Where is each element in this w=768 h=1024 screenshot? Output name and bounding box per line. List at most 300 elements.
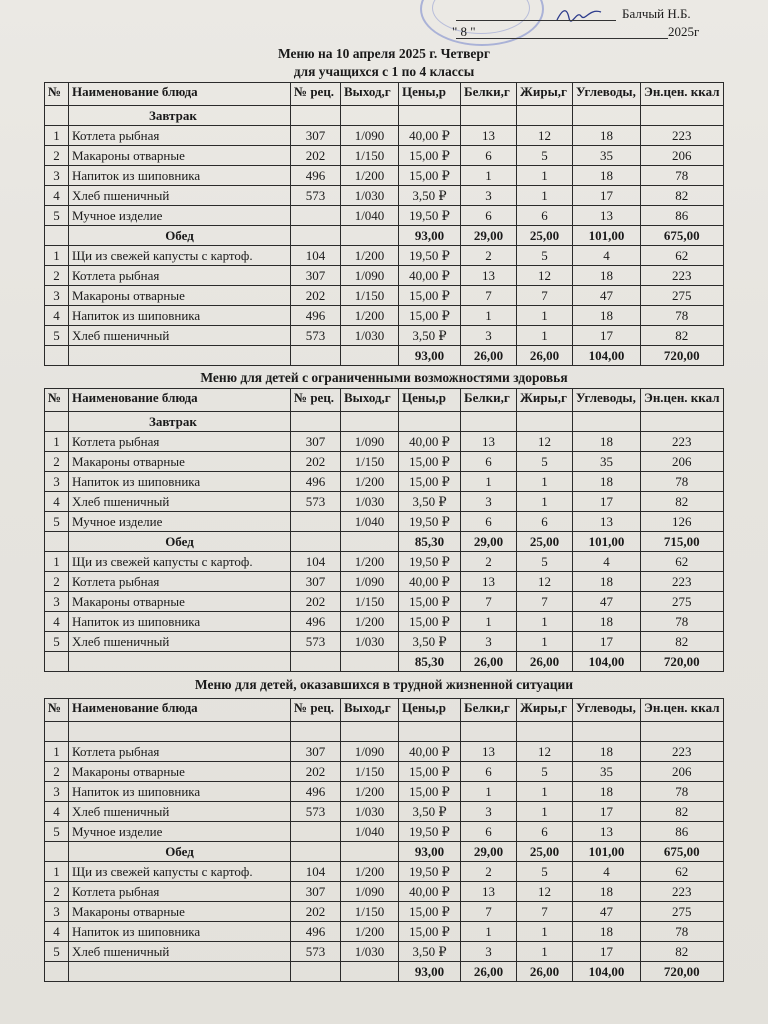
cell-out: 1/090: [341, 742, 399, 762]
empty-cell: [291, 842, 341, 862]
cell-rec: 496: [291, 612, 341, 632]
cell-name: Хлеб пшеничный: [69, 492, 291, 512]
total-price: 85,30: [399, 652, 461, 672]
cell-e: 275: [641, 592, 724, 612]
empty-cell: [341, 412, 399, 432]
cell-e: 86: [641, 206, 724, 226]
cell-rec: 202: [291, 592, 341, 612]
cell-f: 12: [517, 742, 573, 762]
cell-b: 1: [461, 612, 517, 632]
cell-b: 2: [461, 552, 517, 572]
cell-name: Хлеб пшеничный: [69, 326, 291, 346]
column-header: Наименование блюда: [69, 83, 291, 106]
total-b: 29,00: [461, 842, 517, 862]
menu-subtitle: для учащихся с 1 по 4 классы: [293, 64, 475, 79]
cell-b: 3: [461, 942, 517, 962]
cell-out: 1/150: [341, 762, 399, 782]
cell-price: 15,00 ₽: [399, 902, 461, 922]
cell-out: 1/150: [341, 592, 399, 612]
cell-rec: 202: [291, 146, 341, 166]
cell-name: Макароны отварные: [69, 146, 291, 166]
column-header: Жиры,г: [517, 83, 573, 106]
total-f: 26,00: [517, 652, 573, 672]
cell-price: 3,50 ₽: [399, 326, 461, 346]
cell-u: 47: [573, 902, 641, 922]
cell-f: 5: [517, 452, 573, 472]
cell-u: 4: [573, 862, 641, 882]
cell-out: 1/200: [341, 782, 399, 802]
column-header: Белки,г: [461, 699, 517, 722]
cell-b: 13: [461, 432, 517, 452]
column-header: Эн.цен. ккал: [641, 389, 724, 412]
cell-u: 17: [573, 632, 641, 652]
cell-rec: 573: [291, 802, 341, 822]
cell-n: 2: [45, 452, 69, 472]
empty-cell: [45, 226, 69, 246]
cell-out: 1/200: [341, 472, 399, 492]
total-b: 26,00: [461, 962, 517, 982]
cell-b: 2: [461, 862, 517, 882]
cell-f: 7: [517, 286, 573, 306]
empty-cell: [341, 962, 399, 982]
cell-rec: 573: [291, 326, 341, 346]
total-price: 93,00: [399, 842, 461, 862]
cell-u: 18: [573, 266, 641, 286]
cell-b: 6: [461, 452, 517, 472]
lunch-label: Обед: [69, 226, 291, 246]
cell-u: 17: [573, 802, 641, 822]
cell-n: 1: [45, 246, 69, 266]
total-f: 25,00: [517, 842, 573, 862]
empty-cell: [341, 226, 399, 246]
cell-out: 1/150: [341, 452, 399, 472]
cell-rec: 573: [291, 186, 341, 206]
empty-cell: [573, 412, 641, 432]
cell-u: 18: [573, 572, 641, 592]
cell-n: 5: [45, 822, 69, 842]
cell-n: 3: [45, 286, 69, 306]
cell-e: 82: [641, 802, 724, 822]
cell-n: 4: [45, 612, 69, 632]
cell-out: 1/200: [341, 862, 399, 882]
cell-price: 15,00 ₽: [399, 592, 461, 612]
cell-e: 78: [641, 922, 724, 942]
cell-price: 19,50 ₽: [399, 246, 461, 266]
cell-out: 1/200: [341, 612, 399, 632]
cell-name: Хлеб пшеничный: [69, 186, 291, 206]
cell-u: 18: [573, 126, 641, 146]
cell-f: 1: [517, 782, 573, 802]
total-e: 715,00: [641, 532, 724, 552]
cell-b: 1: [461, 166, 517, 186]
cell-name: Хлеб пшеничный: [69, 942, 291, 962]
empty-cell: [291, 106, 341, 126]
cell-e: 82: [641, 632, 724, 652]
breakfast-total-row: [45, 842, 724, 862]
cell-u: 35: [573, 146, 641, 166]
cell-price: 15,00 ₽: [399, 922, 461, 942]
table-row: [45, 902, 724, 922]
cell-out: 1/040: [341, 206, 399, 226]
column-header: Жиры,г: [517, 699, 573, 722]
cell-out: 1/040: [341, 512, 399, 532]
cell-price: 3,50 ₽: [399, 942, 461, 962]
cell-u: 17: [573, 492, 641, 512]
cell-out: 1/030: [341, 326, 399, 346]
lunch-label: Обед: [69, 532, 291, 552]
empty-cell: [291, 412, 341, 432]
column-header: Выход,г: [341, 699, 399, 722]
table-row: [45, 862, 724, 882]
empty-cell: [641, 722, 724, 742]
cell-u: 35: [573, 762, 641, 782]
table-row: [45, 592, 724, 612]
cell-rec: 104: [291, 862, 341, 882]
column-header: №: [45, 699, 69, 722]
column-header: Цены,р: [399, 389, 461, 412]
table-row: [45, 286, 724, 306]
cell-price: 19,50 ₽: [399, 862, 461, 882]
cell-name: Макароны отварные: [69, 762, 291, 782]
table-row: [45, 742, 724, 762]
date-line: [456, 38, 668, 39]
total-price: 93,00: [399, 346, 461, 366]
cell-n: 4: [45, 306, 69, 326]
cell-n: 4: [45, 492, 69, 512]
total-f: 25,00: [517, 532, 573, 552]
cell-price: 15,00 ₽: [399, 782, 461, 802]
cell-u: 4: [573, 246, 641, 266]
cell-out: 1/030: [341, 632, 399, 652]
cell-u: 18: [573, 472, 641, 492]
total-u: 104,00: [573, 652, 641, 672]
column-header: Эн.цен. ккал: [641, 699, 724, 722]
cell-u: 18: [573, 166, 641, 186]
empty-cell: [573, 722, 641, 742]
empty-cell: [45, 652, 69, 672]
column-header: Углеводы,: [573, 699, 641, 722]
empty-cell: [291, 722, 341, 742]
total-e: 720,00: [641, 346, 724, 366]
table-row: [45, 246, 724, 266]
cell-f: 1: [517, 802, 573, 822]
total-price: 93,00: [399, 962, 461, 982]
cell-rec: 573: [291, 632, 341, 652]
cell-b: 7: [461, 592, 517, 612]
cell-e: 82: [641, 326, 724, 346]
cell-price: 40,00 ₽: [399, 126, 461, 146]
cell-name: Макароны отварные: [69, 286, 291, 306]
cell-name: Напиток из шиповника: [69, 782, 291, 802]
cell-price: 40,00 ₽: [399, 572, 461, 592]
signature: [555, 6, 603, 24]
total-b: 26,00: [461, 346, 517, 366]
cell-name: Котлета рыбная: [69, 126, 291, 146]
cell-f: 1: [517, 306, 573, 326]
cell-f: 1: [517, 492, 573, 512]
empty-cell: [399, 412, 461, 432]
total-e: 675,00: [641, 842, 724, 862]
cell-f: 1: [517, 632, 573, 652]
cell-e: 206: [641, 452, 724, 472]
cell-u: 17: [573, 326, 641, 346]
cell-out: 1/040: [341, 822, 399, 842]
cell-e: 62: [641, 246, 724, 266]
breakfast-label: Завтрак: [69, 412, 291, 432]
cell-u: 18: [573, 742, 641, 762]
column-header: Эн.цен. ккал: [641, 83, 724, 106]
cell-f: 1: [517, 326, 573, 346]
cell-b: 1: [461, 782, 517, 802]
cell-n: 5: [45, 632, 69, 652]
cell-u: 18: [573, 922, 641, 942]
cell-u: 18: [573, 432, 641, 452]
empty-cell: [45, 842, 69, 862]
empty-cell: [291, 532, 341, 552]
cell-out: 1/090: [341, 432, 399, 452]
column-header: Цены,р: [399, 83, 461, 106]
empty-cell: [69, 652, 291, 672]
total-e: 720,00: [641, 652, 724, 672]
empty-cell: [69, 346, 291, 366]
empty-cell: [341, 106, 399, 126]
column-header: №: [45, 389, 69, 412]
total-u: 101,00: [573, 532, 641, 552]
empty-cell: [461, 722, 517, 742]
cell-u: 47: [573, 286, 641, 306]
cell-price: 40,00 ₽: [399, 742, 461, 762]
table-row: [45, 762, 724, 782]
column-header: Наименование блюда: [69, 699, 291, 722]
table-row: [45, 612, 724, 632]
cell-rec: 496: [291, 472, 341, 492]
table-row: [45, 822, 724, 842]
cell-f: 5: [517, 862, 573, 882]
total-f: 26,00: [517, 962, 573, 982]
column-header: № рец.: [291, 83, 341, 106]
cell-price: 15,00 ₽: [399, 612, 461, 632]
cell-u: 4: [573, 552, 641, 572]
cell-n: 3: [45, 902, 69, 922]
cell-u: 17: [573, 942, 641, 962]
cell-u: 18: [573, 782, 641, 802]
cell-f: 12: [517, 266, 573, 286]
breakfast-total-row: [45, 226, 724, 246]
cell-out: 1/030: [341, 942, 399, 962]
cell-n: 1: [45, 432, 69, 452]
empty-cell: [517, 722, 573, 742]
total-b: 29,00: [461, 226, 517, 246]
table-row: [45, 432, 724, 452]
cell-price: 15,00 ₽: [399, 762, 461, 782]
cell-rec: 104: [291, 246, 341, 266]
cell-name: Щи из свежей капусты с картоф.: [69, 552, 291, 572]
cell-name: Щи из свежей капусты с картоф.: [69, 246, 291, 266]
cell-b: 3: [461, 632, 517, 652]
cell-b: 13: [461, 126, 517, 146]
empty-cell: [45, 722, 69, 742]
total-e: 720,00: [641, 962, 724, 982]
cell-f: 5: [517, 552, 573, 572]
column-header: № рец.: [291, 699, 341, 722]
empty-cell: [641, 412, 724, 432]
empty-cell: [517, 106, 573, 126]
cell-f: 1: [517, 186, 573, 206]
table-row: [45, 512, 724, 532]
cell-name: Хлеб пшеничный: [69, 632, 291, 652]
column-header: Белки,г: [461, 389, 517, 412]
column-header: № рец.: [291, 389, 341, 412]
cell-f: 1: [517, 166, 573, 186]
cell-n: 5: [45, 512, 69, 532]
breakfast-total-row: [45, 532, 724, 552]
cell-n: 4: [45, 922, 69, 942]
cell-price: 3,50 ₽: [399, 492, 461, 512]
lunch-total-row: [45, 346, 724, 366]
cell-rec: 496: [291, 782, 341, 802]
cell-name: Напиток из шиповника: [69, 472, 291, 492]
cell-e: 206: [641, 146, 724, 166]
cell-e: 206: [641, 762, 724, 782]
cell-out: 1/030: [341, 802, 399, 822]
cell-name: Мучное изделие: [69, 512, 291, 532]
column-header: Углеводы,: [573, 83, 641, 106]
cell-price: 3,50 ₽: [399, 632, 461, 652]
cell-n: 5: [45, 942, 69, 962]
cell-rec: 496: [291, 922, 341, 942]
cell-n: 4: [45, 186, 69, 206]
cell-rec: [291, 512, 341, 532]
cell-out: 1/150: [341, 902, 399, 922]
cell-n: 2: [45, 266, 69, 286]
empty-cell: [291, 346, 341, 366]
cell-b: 3: [461, 802, 517, 822]
table-row: [45, 782, 724, 802]
cell-name: Котлета рыбная: [69, 572, 291, 592]
empty-cell: [45, 346, 69, 366]
cell-n: 2: [45, 882, 69, 902]
lunch-total-row: [45, 652, 724, 672]
cell-rec: 496: [291, 306, 341, 326]
empty-cell: [517, 412, 573, 432]
cell-price: 3,50 ₽: [399, 186, 461, 206]
cell-e: 275: [641, 286, 724, 306]
table-header-row: [45, 389, 724, 412]
cell-f: 5: [517, 246, 573, 266]
cell-b: 1: [461, 922, 517, 942]
cell-name: Котлета рыбная: [69, 266, 291, 286]
empty-cell: [45, 532, 69, 552]
table-row: [45, 802, 724, 822]
empty-cell: [399, 106, 461, 126]
cell-out: 1/030: [341, 492, 399, 512]
empty-cell: [291, 226, 341, 246]
cell-e: 62: [641, 552, 724, 572]
column-header: Жиры,г: [517, 389, 573, 412]
cell-u: 13: [573, 822, 641, 842]
cell-out: 1/200: [341, 166, 399, 186]
total-u: 104,00: [573, 962, 641, 982]
cell-b: 6: [461, 206, 517, 226]
cell-out: 1/200: [341, 922, 399, 942]
cell-f: 1: [517, 612, 573, 632]
cell-u: 17: [573, 186, 641, 206]
cell-f: 1: [517, 942, 573, 962]
total-u: 104,00: [573, 346, 641, 366]
cell-b: 7: [461, 286, 517, 306]
table-row: [45, 922, 724, 942]
cell-price: 40,00 ₽: [399, 266, 461, 286]
cell-e: 82: [641, 492, 724, 512]
cell-e: 78: [641, 166, 724, 186]
cell-n: 1: [45, 552, 69, 572]
breakfast-label: [69, 722, 291, 742]
cell-b: 6: [461, 146, 517, 166]
empty-cell: [45, 962, 69, 982]
cell-name: Щи из свежей капусты с картоф.: [69, 862, 291, 882]
cell-f: 6: [517, 206, 573, 226]
cell-f: 12: [517, 882, 573, 902]
cell-rec: 307: [291, 742, 341, 762]
empty-cell: [399, 722, 461, 742]
cell-e: 223: [641, 432, 724, 452]
cell-n: 1: [45, 742, 69, 762]
section-title: Меню для детей с ограниченными возможностями здоровья: [200, 370, 568, 385]
cell-name: Мучное изделие: [69, 206, 291, 226]
table-row: [45, 492, 724, 512]
cell-n: 2: [45, 146, 69, 166]
empty-cell: [341, 346, 399, 366]
cell-name: Котлета рыбная: [69, 882, 291, 902]
cell-b: 13: [461, 882, 517, 902]
cell-rec: 104: [291, 552, 341, 572]
empty-cell: [341, 652, 399, 672]
table-row: [45, 186, 724, 206]
cell-n: 1: [45, 126, 69, 146]
cell-price: 15,00 ₽: [399, 452, 461, 472]
cell-price: 15,00 ₽: [399, 286, 461, 306]
cell-e: 223: [641, 266, 724, 286]
cell-rec: 496: [291, 166, 341, 186]
empty-cell: [341, 532, 399, 552]
cell-u: 18: [573, 612, 641, 632]
cell-f: 5: [517, 762, 573, 782]
column-header: №: [45, 83, 69, 106]
lunch-label: Обед: [69, 842, 291, 862]
cell-name: Макароны отварные: [69, 902, 291, 922]
column-header: Углеводы,: [573, 389, 641, 412]
cell-e: 223: [641, 572, 724, 592]
cell-e: 223: [641, 882, 724, 902]
cell-e: 78: [641, 782, 724, 802]
cell-rec: 307: [291, 572, 341, 592]
breakfast-label-row: [45, 722, 724, 742]
empty-cell: [69, 962, 291, 982]
cell-name: Напиток из шиповника: [69, 922, 291, 942]
table-row: [45, 472, 724, 492]
cell-price: 19,50 ₽: [399, 822, 461, 842]
menu-table: [44, 388, 724, 672]
table-row: [45, 166, 724, 186]
total-b: 26,00: [461, 652, 517, 672]
cell-name: Напиток из шиповника: [69, 166, 291, 186]
cell-u: 18: [573, 882, 641, 902]
cell-n: 2: [45, 762, 69, 782]
cell-out: 1/030: [341, 186, 399, 206]
empty-cell: [641, 106, 724, 126]
cell-f: 12: [517, 572, 573, 592]
cell-out: 1/090: [341, 266, 399, 286]
